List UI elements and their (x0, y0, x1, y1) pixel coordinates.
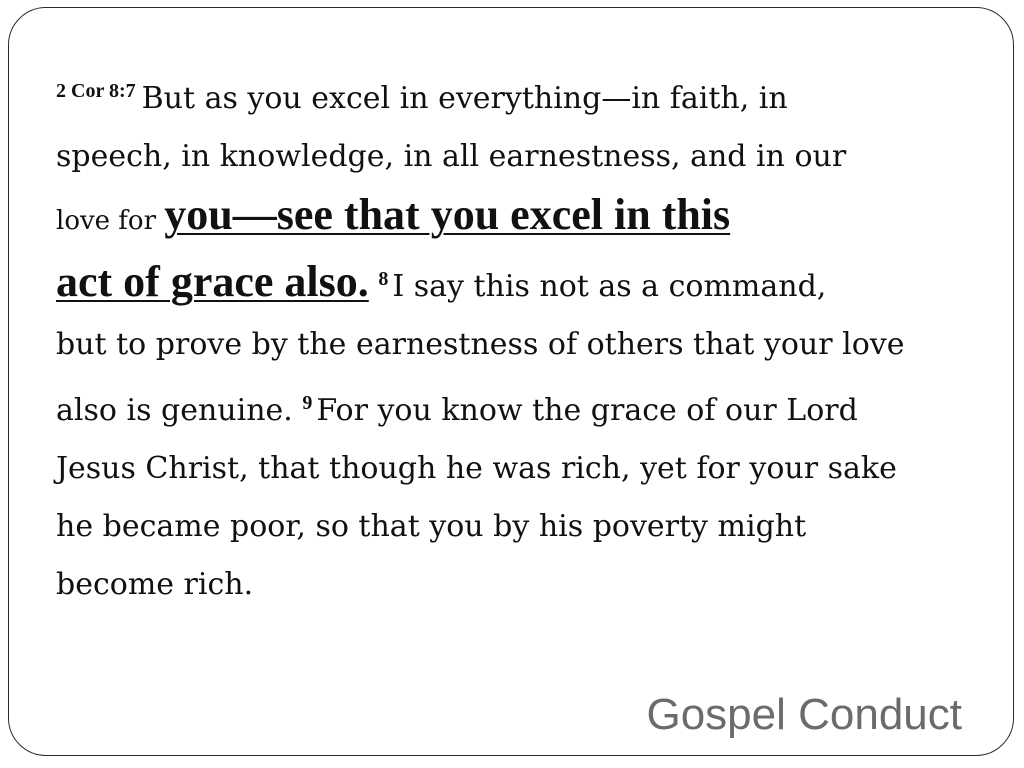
scripture-passage (56, 62, 971, 614)
slide-title: Gospel Conduct (646, 690, 962, 739)
passage-text: he became poor, so that you by his poverty might (56, 509, 807, 544)
emphasized-text: you—see that you excel in this (164, 190, 731, 239)
passage-text: also is genuine. (56, 393, 293, 428)
passage-text: Jesus Christ, that though he was rich, yet for your sake (56, 451, 897, 486)
passage-text: For you know the grace of our Lord (316, 393, 858, 428)
verse-reference: 2 Cor 8:7 (56, 80, 136, 102)
passage-line-6 (56, 374, 971, 440)
verse-number: 9 (302, 392, 313, 414)
passage-text: love for (56, 206, 165, 236)
passage-text: become rich. (56, 567, 254, 602)
passage-text: but to prove by the earnestness of others that your love (56, 327, 905, 362)
verse-number: 8 (378, 268, 389, 290)
passage-line-9 (56, 556, 971, 614)
passage-line-8 (56, 498, 971, 556)
passage-text: But as you excel in everything—in faith, in (141, 81, 788, 116)
passage-line-3 (56, 186, 971, 250)
passage-text: speech, in knowledge, in all earnestness, and in our (56, 139, 847, 174)
passage-line-1 (56, 62, 971, 128)
passage-text: I say this not as a command, (392, 269, 827, 304)
emphasized-text: act of grace also. (56, 257, 369, 306)
passage-line-4 (56, 250, 971, 316)
passage-line-2 (56, 128, 971, 186)
passage-line-7 (56, 440, 971, 498)
passage-line-5 (56, 316, 971, 374)
